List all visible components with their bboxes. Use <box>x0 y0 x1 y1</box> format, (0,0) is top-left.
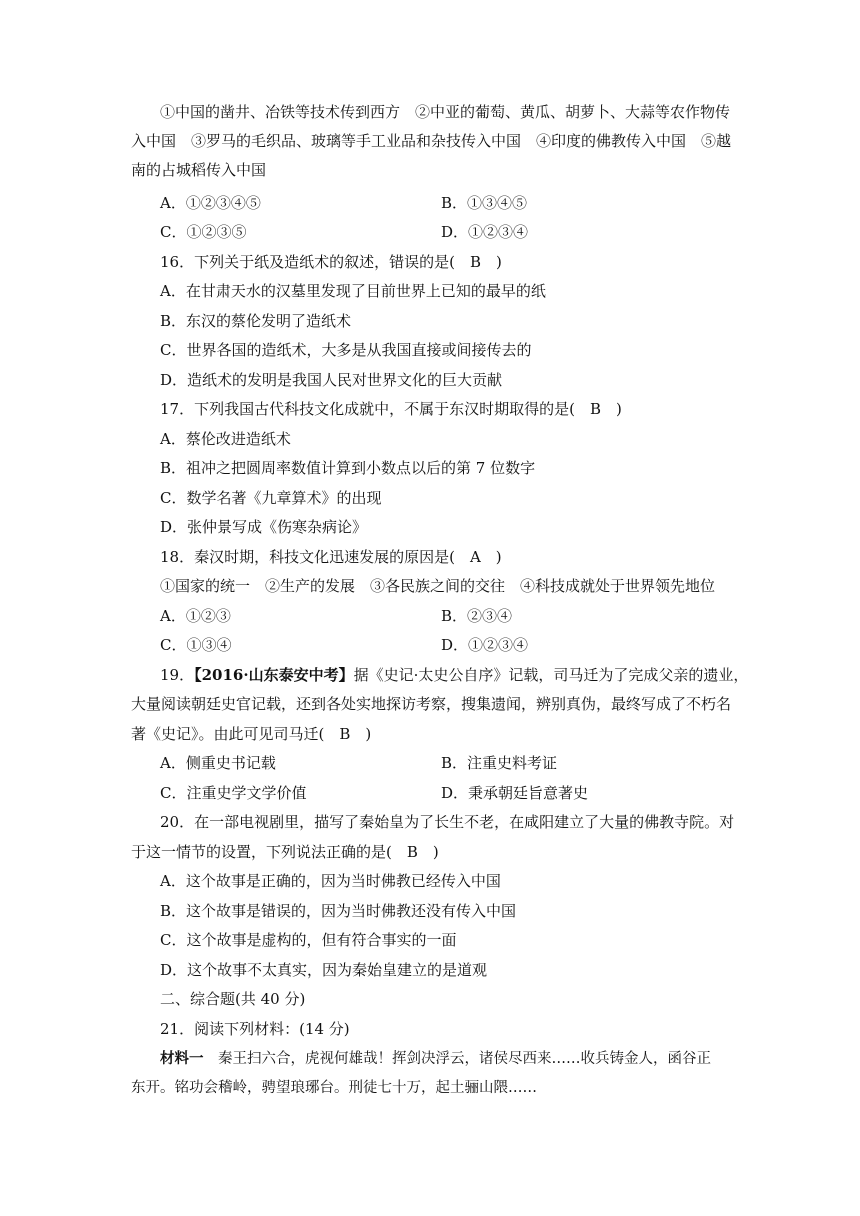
q18-option-d: D．①②③④ <box>441 636 529 654</box>
q18-stem: 18．秦汉时期，科技文化迅速发展的原因是( A ) <box>160 548 502 566</box>
q19-source-tag: 【2016·山东泰安中考】 <box>194 666 354 684</box>
q21-material-1-label: 材料一 <box>160 1050 218 1067</box>
q19-option-c: C．注重史学文学价值 <box>160 784 307 802</box>
q17-option-b: B．祖冲之把圆周率数值计算到小数点以后的第 7 位数字 <box>160 459 536 477</box>
q20-option-d: D．这个故事不太真实，因为秦始皇建立的是道观 <box>160 961 488 979</box>
q20-stem-line-2: 于这一情节的设置，下列说法正确的是( B ) <box>131 843 439 861</box>
q15-items-line-1: ①中国的凿井、冶铁等技术传到西方 ②中亚的葡萄、黄瓜、胡萝卜、大蒜等农作物传 <box>160 103 731 121</box>
q17-stem: 17．下列我国古代科技文化成就中，不属于东汉时期取得的是( B ) <box>160 400 622 418</box>
q21-material-1-text: 秦王扫六合，虎视何雄哉！挥剑决浮云，诸侯尽西来……收兵铸金人，函谷正 <box>218 1051 711 1067</box>
q16-stem: 16．下列关于纸及造纸术的叙述，错误的是( B ) <box>160 253 502 271</box>
q21-material-1-line-2: 东开。铭功会稽岭，骋望琅琊台。刑徒七十万，起土骊山隈…… <box>131 1080 537 1096</box>
q17-option-a: A．蔡伦改进造纸术 <box>160 430 291 448</box>
q19-stem-line-2: 大量阅读朝廷史官记载，还到各处实地探访考察，搜集遗闻，辨别真伪，最终写成了不朽名 <box>131 695 732 713</box>
q20-option-b: B．这个故事是错误的，因为当时佛教还没有传入中国 <box>160 902 517 920</box>
q16-option-a: A．在甘肃天水的汉墓里发现了目前世界上已知的最早的纸 <box>160 282 546 300</box>
q18-option-c: C．①③④ <box>160 636 232 654</box>
q20-option-a: A．这个故事是正确的，因为当时佛教已经传入中国 <box>160 872 501 890</box>
q15-option-b: B．①③④⑤ <box>441 194 528 212</box>
q19-stem-line-1 <box>160 665 748 685</box>
q15-option-a: A．①②③④⑤ <box>160 194 261 212</box>
section-heading: 二、综合题(共 40 分) <box>160 990 306 1008</box>
q19-option-a: A．侧重史书记载 <box>160 754 276 772</box>
q20-option-c: C．这个故事是虚构的，但有符合事实的一面 <box>160 931 457 949</box>
q17-option-d: D．张仲景写成《伤寒杂病论》 <box>160 518 368 536</box>
q19-stem-line-3: 著《史记》。由此可见司马迁( B ) <box>131 725 372 743</box>
q16-option-b: B．东汉的蔡伦发明了造纸术 <box>160 312 352 330</box>
q21-material-1-line-1 <box>160 1049 711 1069</box>
q16-option-c: C．世界各国的造纸术，大多是从我国直接或间接传去的 <box>160 341 532 359</box>
q15-items-line-2: 入中国 ③罗马的毛织品、玻璃等手工业品和杂技传入中国 ④印度的佛教传入中国 ⑤越 <box>131 132 732 150</box>
q15-option-c: C．①②③⑤ <box>160 223 247 241</box>
q20-stem-line-1: 20．在一部电视剧里，描写了秦始皇为了长生不老，在咸阳建立了大量的佛教寺院。对 <box>160 813 735 831</box>
q21-stem: 21．阅读下列材料：(14 分) <box>160 1020 350 1038</box>
q18-option-a: A．①②③ <box>160 607 231 625</box>
q19-stem-text: 据《史记·太史公自序》记载，司马迁为了完成父亲的遗业， <box>353 666 749 684</box>
q15-option-d: D．①②③④ <box>441 223 529 241</box>
q19-option-d: D．秉承朝廷旨意著史 <box>441 784 589 802</box>
q16-option-d: D．造纸术的发明是我国人民对世界文化的巨大贡献 <box>160 371 503 389</box>
q18-items: ①国家的统一 ②生产的发展 ③各民族之间的交往 ④科技成就处于世界领先地位 <box>160 577 716 595</box>
q19-option-b: B．注重史料考证 <box>441 754 558 772</box>
q17-option-c: C．数学名著《九章算术》的出现 <box>160 489 382 507</box>
q15-items-line-3: 南的占城稻传入中国 <box>131 161 267 179</box>
q19-number: 19． <box>160 666 195 684</box>
q18-option-b: B．②③④ <box>441 607 513 625</box>
